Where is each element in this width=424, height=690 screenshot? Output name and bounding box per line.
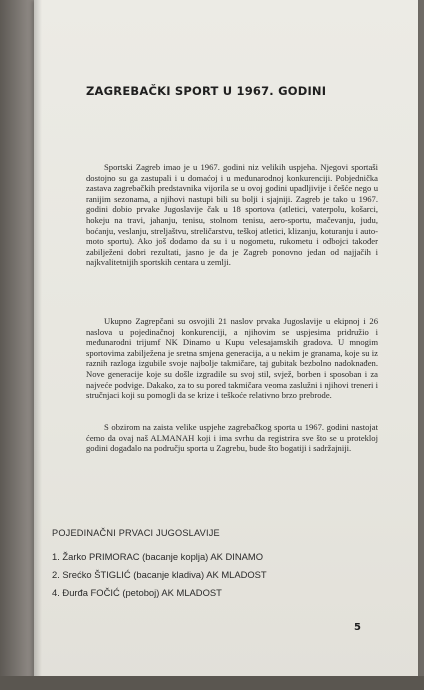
body-paragraph: S obzirom na zaista velike uspjehe zagrebačkog sporta u 1967. godini nastojat ćemo da ovaj naš ALMANAH koji i ima svrhu da registrira sve što se u protekloj godini događalo na području sporta u Zagrebu, bude što bogatiji i sadržajniji. [86, 422, 378, 454]
champions-list-title: POJEDINAČNI PRVACI JUGOSLAVIJE [52, 528, 220, 538]
list-item: 1. Žarko PRIMORAC (bacanje koplja) AK DINAMO [52, 551, 264, 562]
champions-list [52, 548, 267, 602]
page-edge-shadow [34, 0, 42, 684]
page-heading: ZAGREBAČKI SPORT U 1967. GODINI [86, 84, 327, 98]
background-bottom [0, 676, 424, 690]
list-item: 4. Đurđa FOČIĆ (petoboj) AK MLADOST [52, 587, 222, 598]
body-paragraph: Sportski Zagreb imao je u 1967. godini niz velikih uspjeha. Njegovi sportaši dostojno su ga zastupali i u domaćoj i u međunarodnoj konkurenciji. Pobjednička zastava zagrebačkih predstavnika vijorila se u ovoj godini upadljivije i češće nego u ranijim sezonama, a njihovi nastupi bili su bolji i sjajniji. Zagreb je tako u 1967. godini dobio prvake Jugoslavije čak u 18 sportova (atletici, vaterpolu, košarci, hokeju na travi, jahanju, tenisu, stolnom tenisu, aero-sportu, mačevanju, judu, boćanju, veslanju, streljaštvu, streličarstvu, teškoj atletici, klizanju, koturanju i auto-moto sportu). Ako još dodamo da su i u nogometu, rukometu i odbojci također zabilježeni dobri rezultati, jasno je da je Zagreb ponovno jedan od najjačih i najkvalitetnijih sportskih centara u zemlji. [86, 162, 378, 268]
page-number: 5 [354, 622, 361, 633]
list-item: 2. Srećko ŠTIGLIĆ (bacanje kladiva) AK MLADOST [52, 569, 267, 580]
body-paragraph: Ukupno Zagrepčani su osvojili 21 naslov prvaka Jugoslavije u ekipnoj i 26 naslova u pojedinačnoj konkurenciji, a njihovim se uspjesima pridružio i međunarodni trijumf NK Dinamo u Kupu velesajamskih gradova. U mnogim sportovima zabilježena je sretna smjena generacija, a u nekim je granama, koje su iz raznih razloga izgubile svoje najbolje takmičare, taj gubitak bezbolno nadoknađen. Nove generacije koje su došle izgradile su svoj stil, svjež, borben i sposoban i za najveće podvige. Dakako, za to su pored takmičara veoma zaslužni i njihovi treneri i stručnjaci koji su pomogli da se krize i teškoće relativno brzo prebrode. [86, 316, 378, 401]
